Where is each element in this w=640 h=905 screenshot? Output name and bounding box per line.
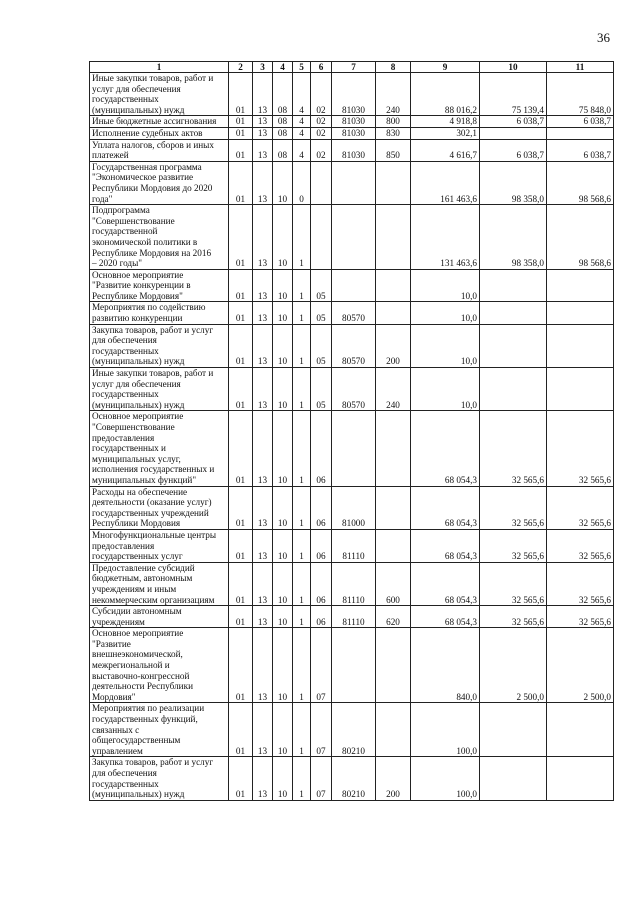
code-cell: 81030: [332, 73, 376, 116]
amount-cell: 6 038,7: [480, 139, 547, 161]
code-cell: 240: [376, 368, 411, 411]
code-cell: 1: [293, 302, 311, 324]
row-name-cell: Государственная программа "Экономическое развитие Республики Мордовия до 2020 года": [90, 161, 229, 204]
code-cell: 13: [253, 302, 273, 324]
table-row: [90, 529, 614, 562]
code-cell: 1: [293, 606, 311, 628]
row-name-cell: Мероприятия по содействию развитию конкуренции: [90, 302, 229, 324]
amount-cell: 10,0: [411, 302, 480, 324]
amount-cell: 75 139,4: [480, 73, 547, 116]
code-cell: 02: [311, 127, 332, 139]
table-header: [90, 62, 614, 73]
table-body: [90, 73, 614, 801]
table-row: [90, 703, 614, 757]
code-cell: 01: [229, 127, 253, 139]
code-cell: 08: [273, 116, 293, 128]
code-cell: 01: [229, 139, 253, 161]
amount-cell: [480, 127, 547, 139]
amount-cell: 68 054,3: [411, 411, 480, 486]
code-cell: 10: [273, 368, 293, 411]
code-cell: 06: [311, 529, 332, 562]
row-name-cell: Подпрограмма "Совершенствование государственной экономической политики в Республике Мордовия на 2016 – 2020 годы": [90, 205, 229, 270]
code-cell: 1: [293, 529, 311, 562]
code-cell: 81110: [332, 529, 376, 562]
amount-cell: 32 565,6: [547, 529, 614, 562]
amount-cell: [480, 324, 547, 367]
code-cell: 01: [229, 324, 253, 367]
code-cell: 07: [311, 757, 332, 800]
code-cell: [376, 411, 411, 486]
code-cell: 1: [293, 757, 311, 800]
code-cell: [376, 205, 411, 270]
code-cell: 08: [273, 73, 293, 116]
amount-cell: 10,0: [411, 368, 480, 411]
code-cell: 4: [293, 116, 311, 128]
code-cell: 13: [253, 757, 273, 800]
amount-cell: 10,0: [411, 269, 480, 302]
header-cell: 10: [480, 62, 547, 73]
amount-cell: 68 054,3: [411, 606, 480, 628]
code-cell: 08: [273, 139, 293, 161]
code-cell: 620: [376, 606, 411, 628]
code-cell: 02: [311, 116, 332, 128]
code-cell: 01: [229, 628, 253, 703]
amount-cell: 98 568,6: [547, 161, 614, 204]
amount-cell: 98 568,6: [547, 205, 614, 270]
amount-cell: [480, 269, 547, 302]
code-cell: 10: [273, 562, 293, 605]
code-cell: 81030: [332, 139, 376, 161]
amount-cell: 100,0: [411, 757, 480, 800]
code-cell: 01: [229, 116, 253, 128]
code-cell: 13: [253, 606, 273, 628]
code-cell: 850: [376, 139, 411, 161]
amount-cell: 32 565,6: [480, 529, 547, 562]
code-cell: [376, 161, 411, 204]
amount-cell: [480, 302, 547, 324]
code-cell: 1: [293, 486, 311, 529]
code-cell: 13: [253, 127, 273, 139]
table-row: [90, 562, 614, 605]
code-cell: [332, 411, 376, 486]
code-cell: 80570: [332, 324, 376, 367]
code-cell: [376, 529, 411, 562]
amount-cell: 32 565,6: [547, 411, 614, 486]
code-cell: 80570: [332, 302, 376, 324]
code-cell: 01: [229, 529, 253, 562]
amount-cell: [547, 757, 614, 800]
amount-cell: [547, 127, 614, 139]
amount-cell: 6 038,7: [547, 139, 614, 161]
code-cell: 13: [253, 562, 273, 605]
amount-cell: 6 038,7: [480, 116, 547, 128]
code-cell: [376, 703, 411, 757]
code-cell: 10: [273, 757, 293, 800]
row-name-cell: Исполнение судебных актов: [90, 127, 229, 139]
code-cell: 81000: [332, 486, 376, 529]
code-cell: 10: [273, 302, 293, 324]
code-cell: 13: [253, 269, 273, 302]
amount-cell: 10,0: [411, 324, 480, 367]
code-cell: [376, 302, 411, 324]
amount-cell: [480, 703, 547, 757]
code-cell: 13: [253, 628, 273, 703]
code-cell: 81110: [332, 606, 376, 628]
code-cell: 07: [311, 703, 332, 757]
amount-cell: 68 054,3: [411, 486, 480, 529]
row-name-cell: Многофункциональные центры предоставления государственных услуг: [90, 529, 229, 562]
row-name-cell: Расходы на обеспечение деятельности (оказание услуг) государственных учреждений Республики Мордовия: [90, 486, 229, 529]
amount-cell: 32 565,6: [480, 562, 547, 605]
code-cell: 1: [293, 324, 311, 367]
code-cell: 10: [273, 324, 293, 367]
code-cell: 13: [253, 73, 273, 116]
code-cell: 830: [376, 127, 411, 139]
table-row: [90, 411, 614, 486]
code-cell: 06: [311, 562, 332, 605]
code-cell: [332, 628, 376, 703]
code-cell: 240: [376, 73, 411, 116]
amount-cell: [547, 302, 614, 324]
header-cell: 4: [273, 62, 293, 73]
code-cell: 4: [293, 127, 311, 139]
header-row: [90, 62, 614, 73]
code-cell: [332, 269, 376, 302]
code-cell: 1: [293, 628, 311, 703]
amount-cell: 32 565,6: [480, 411, 547, 486]
table-row: [90, 116, 614, 128]
amount-cell: 98 358,0: [480, 205, 547, 270]
amount-cell: [547, 269, 614, 302]
code-cell: 800: [376, 116, 411, 128]
header-cell: 6: [311, 62, 332, 73]
table-row: [90, 302, 614, 324]
amount-cell: 75 848,0: [547, 73, 614, 116]
header-cell: 5: [293, 62, 311, 73]
table-row: [90, 324, 614, 367]
row-name-cell: Уплата налогов, сборов и иных платежей: [90, 139, 229, 161]
code-cell: 10: [273, 269, 293, 302]
table-row: [90, 269, 614, 302]
code-cell: 200: [376, 757, 411, 800]
amount-cell: 32 565,6: [480, 606, 547, 628]
header-cell: 9: [411, 62, 480, 73]
amount-cell: 6 038,7: [547, 116, 614, 128]
code-cell: 01: [229, 205, 253, 270]
row-name-cell: Предоставление субсидий бюджетным, автономным учреждениям и иным некоммерческим организациям: [90, 562, 229, 605]
code-cell: [311, 161, 332, 204]
table-row: [90, 628, 614, 703]
code-cell: 1: [293, 269, 311, 302]
code-cell: 06: [311, 606, 332, 628]
code-cell: 01: [229, 703, 253, 757]
amount-cell: 4 918,8: [411, 116, 480, 128]
amount-cell: [480, 368, 547, 411]
code-cell: 01: [229, 161, 253, 204]
code-cell: 13: [253, 116, 273, 128]
code-cell: 81110: [332, 562, 376, 605]
code-cell: 10: [273, 486, 293, 529]
code-cell: [376, 628, 411, 703]
code-cell: [376, 269, 411, 302]
row-name-cell: Иные закупки товаров, работ и услуг для обеспечения государственных (муниципальных) нужд: [90, 73, 229, 116]
code-cell: 01: [229, 368, 253, 411]
code-cell: 4: [293, 139, 311, 161]
code-cell: 1: [293, 562, 311, 605]
code-cell: 13: [253, 486, 273, 529]
code-cell: 13: [253, 324, 273, 367]
code-cell: 05: [311, 302, 332, 324]
code-cell: 10: [273, 161, 293, 204]
table-row: [90, 73, 614, 116]
amount-cell: [547, 368, 614, 411]
amount-cell: 302,1: [411, 127, 480, 139]
code-cell: 01: [229, 411, 253, 486]
code-cell: 02: [311, 139, 332, 161]
code-cell: 01: [229, 302, 253, 324]
code-cell: 4: [293, 73, 311, 116]
code-cell: 01: [229, 757, 253, 800]
code-cell: 1: [293, 368, 311, 411]
code-cell: 80570: [332, 368, 376, 411]
code-cell: 600: [376, 562, 411, 605]
amount-cell: [547, 703, 614, 757]
code-cell: 01: [229, 562, 253, 605]
code-cell: 13: [253, 411, 273, 486]
table-row: [90, 486, 614, 529]
amount-cell: 32 565,6: [547, 486, 614, 529]
code-cell: [376, 486, 411, 529]
amount-cell: 131 463,6: [411, 205, 480, 270]
code-cell: 10: [273, 529, 293, 562]
row-name-cell: Иные закупки товаров, работ и услуг для обеспечения государственных (муниципальных) нужд: [90, 368, 229, 411]
code-cell: [332, 205, 376, 270]
code-cell: 81030: [332, 127, 376, 139]
table-row: [90, 127, 614, 139]
code-cell: 05: [311, 269, 332, 302]
header-cell: 1: [90, 62, 229, 73]
table-row: [90, 757, 614, 800]
code-cell: 13: [253, 703, 273, 757]
header-cell: 2: [229, 62, 253, 73]
code-cell: 1: [293, 205, 311, 270]
table-row: [90, 161, 614, 204]
code-cell: 01: [229, 606, 253, 628]
code-cell: 01: [229, 486, 253, 529]
code-cell: 13: [253, 161, 273, 204]
code-cell: 81030: [332, 116, 376, 128]
amount-cell: 68 054,3: [411, 529, 480, 562]
code-cell: 0: [293, 161, 311, 204]
row-name-cell: Основное мероприятие "Совершенствование предоставления государственных и муниципальных услуг, исполнения государственных и муниципальных функций": [90, 411, 229, 486]
code-cell: 10: [273, 205, 293, 270]
amount-cell: 98 358,0: [480, 161, 547, 204]
row-name-cell: Закупка товаров, работ и услуг для обеспечения государственных (муниципальных) нужд: [90, 757, 229, 800]
amount-cell: 32 565,6: [480, 486, 547, 529]
amount-cell: 68 054,3: [411, 562, 480, 605]
table-row: [90, 606, 614, 628]
row-name-cell: Мероприятия по реализации государственных функций, связанных с общегосударственным управлением: [90, 703, 229, 757]
header-cell: 7: [332, 62, 376, 73]
amount-cell: 32 565,6: [547, 562, 614, 605]
code-cell: 10: [273, 703, 293, 757]
header-cell: 8: [376, 62, 411, 73]
budget-table: [89, 61, 614, 801]
amount-cell: [480, 757, 547, 800]
table-row: [90, 205, 614, 270]
amount-cell: 840,0: [411, 628, 480, 703]
amount-cell: 161 463,6: [411, 161, 480, 204]
code-cell: 13: [253, 139, 273, 161]
amount-cell: 2 500,0: [547, 628, 614, 703]
code-cell: 01: [229, 73, 253, 116]
row-name-cell: Субсидии автономным учреждениям: [90, 606, 229, 628]
header-cell: 3: [253, 62, 273, 73]
table-row: [90, 368, 614, 411]
code-cell: 1: [293, 411, 311, 486]
amount-cell: 100,0: [411, 703, 480, 757]
code-cell: 1: [293, 703, 311, 757]
code-cell: 07: [311, 628, 332, 703]
amount-cell: 88 016,2: [411, 73, 480, 116]
code-cell: [311, 205, 332, 270]
code-cell: 08: [273, 127, 293, 139]
code-cell: 06: [311, 486, 332, 529]
amount-cell: 2 500,0: [480, 628, 547, 703]
code-cell: 10: [273, 411, 293, 486]
code-cell: 05: [311, 368, 332, 411]
code-cell: 13: [253, 368, 273, 411]
code-cell: 01: [229, 269, 253, 302]
header-cell: 11: [547, 62, 614, 73]
amount-cell: 32 565,6: [547, 606, 614, 628]
code-cell: [332, 161, 376, 204]
amount-cell: [547, 324, 614, 367]
page-number: 36: [597, 30, 610, 45]
code-cell: 80210: [332, 757, 376, 800]
code-cell: 13: [253, 205, 273, 270]
table-row: [90, 139, 614, 161]
row-name-cell: Основное мероприятие "Развитие конкуренции в Республике Мордовия": [90, 269, 229, 302]
row-name-cell: Закупка товаров, работ и услуг для обеспечения государственных (муниципальных) нужд: [90, 324, 229, 367]
code-cell: 06: [311, 411, 332, 486]
code-cell: 05: [311, 324, 332, 367]
code-cell: 10: [273, 628, 293, 703]
row-name-cell: Иные бюджетные ассигнования: [90, 116, 229, 128]
code-cell: 13: [253, 529, 273, 562]
amount-cell: 4 616,7: [411, 139, 480, 161]
code-cell: 02: [311, 73, 332, 116]
row-name-cell: Основное мероприятие "Развитие внешнеэкономической, межрегиональной и выставочно-конгрессной деятельности Республики Мордовия": [90, 628, 229, 703]
code-cell: 10: [273, 606, 293, 628]
code-cell: 80210: [332, 703, 376, 757]
code-cell: 200: [376, 324, 411, 367]
